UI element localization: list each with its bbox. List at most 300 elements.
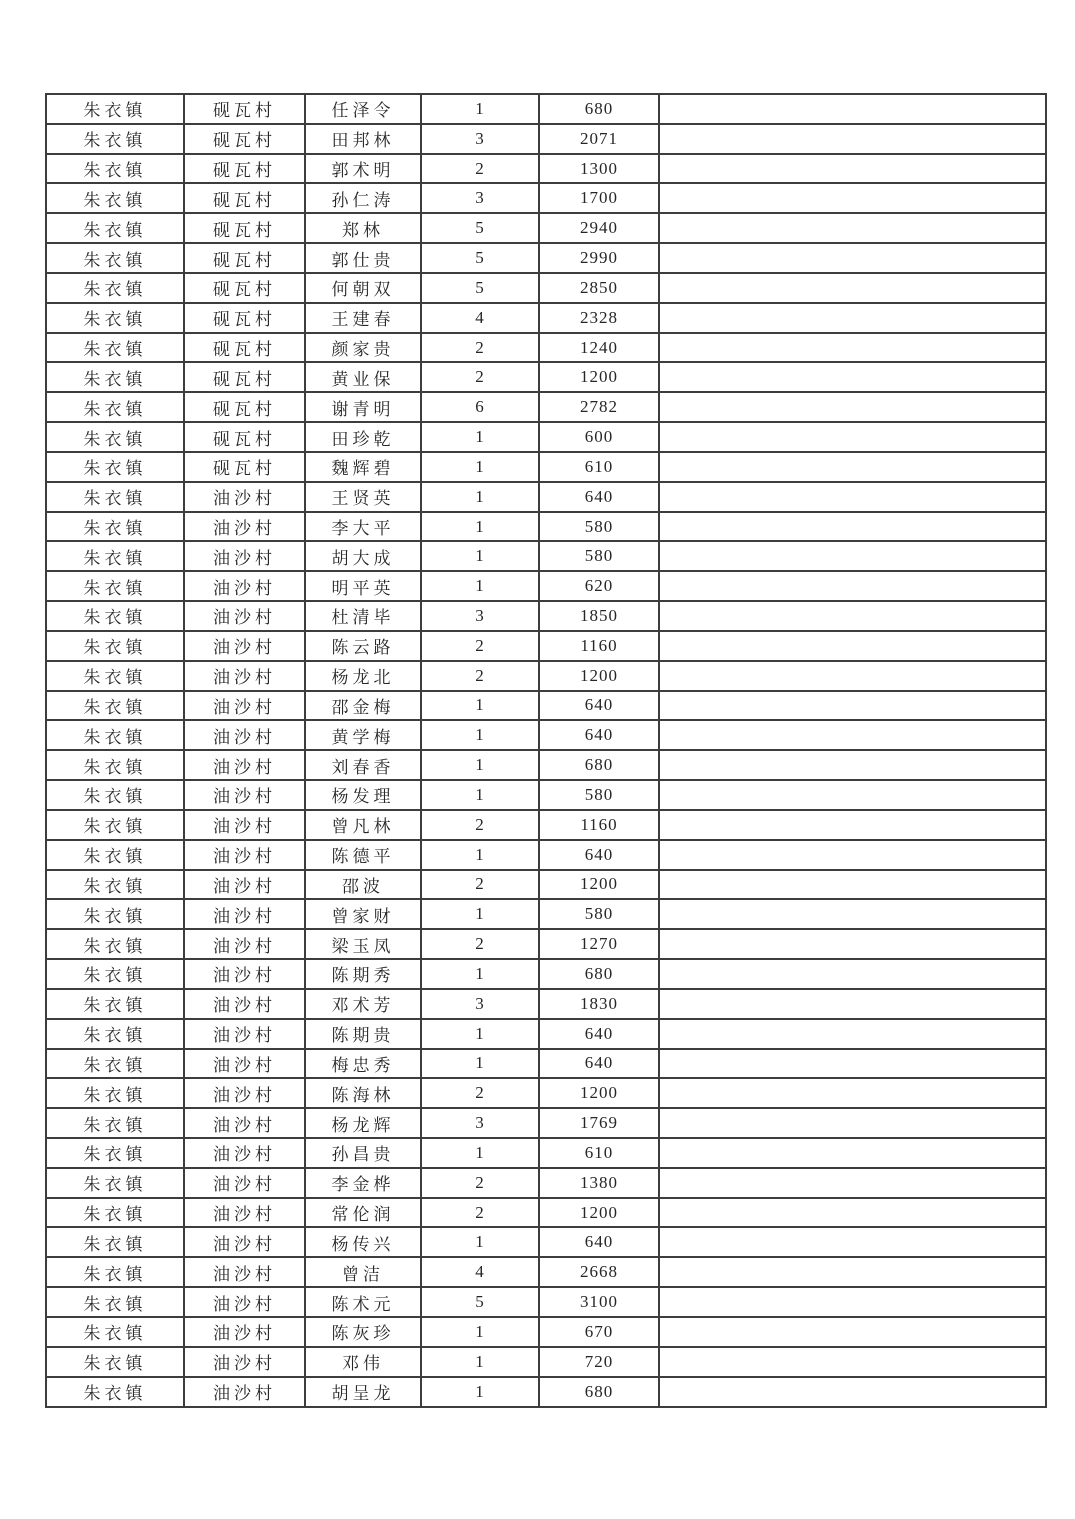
cell-village: 油沙村 (184, 720, 305, 750)
cell-town: 朱衣镇 (46, 243, 184, 273)
cell-village: 油沙村 (184, 1078, 305, 1108)
cell-note (659, 333, 1046, 363)
cell-note (659, 810, 1046, 840)
cell-name: 胡呈龙 (305, 1377, 421, 1407)
cell-count: 1 (421, 541, 539, 571)
cell-name: 曾家财 (305, 899, 421, 929)
cell-amount: 640 (539, 1019, 659, 1049)
cell-note (659, 899, 1046, 929)
cell-note (659, 601, 1046, 631)
cell-amount: 1200 (539, 1198, 659, 1228)
cell-count: 2 (421, 810, 539, 840)
cell-note (659, 1377, 1046, 1407)
cell-village: 油沙村 (184, 1138, 305, 1168)
table-row (46, 1317, 1046, 1347)
cell-town: 朱衣镇 (46, 810, 184, 840)
cell-amount: 1700 (539, 183, 659, 213)
cell-note (659, 422, 1046, 452)
cell-town: 朱衣镇 (46, 1317, 184, 1347)
cell-count: 1 (421, 691, 539, 721)
cell-village: 油沙村 (184, 1019, 305, 1049)
cell-village: 油沙村 (184, 571, 305, 601)
cell-note (659, 750, 1046, 780)
cell-count: 5 (421, 243, 539, 273)
cell-amount: 1380 (539, 1168, 659, 1198)
table-row (46, 840, 1046, 870)
table-row (46, 1287, 1046, 1317)
cell-count: 4 (421, 303, 539, 333)
cell-amount: 1200 (539, 362, 659, 392)
cell-count: 3 (421, 601, 539, 631)
cell-note (659, 273, 1046, 303)
cell-note (659, 362, 1046, 392)
cell-name: 邵金梅 (305, 691, 421, 721)
table-row (46, 1168, 1046, 1198)
cell-note (659, 392, 1046, 422)
cell-amount: 3100 (539, 1287, 659, 1317)
cell-name: 李金桦 (305, 1168, 421, 1198)
cell-amount: 1200 (539, 870, 659, 900)
cell-town: 朱衣镇 (46, 1377, 184, 1407)
cell-name: 李大平 (305, 512, 421, 542)
cell-name: 任泽令 (305, 94, 421, 124)
table-row (46, 750, 1046, 780)
cell-count: 2 (421, 1198, 539, 1228)
cell-town: 朱衣镇 (46, 1138, 184, 1168)
cell-town: 朱衣镇 (46, 213, 184, 243)
cell-count: 1 (421, 94, 539, 124)
cell-town: 朱衣镇 (46, 1287, 184, 1317)
cell-village: 油沙村 (184, 1257, 305, 1287)
cell-count: 1 (421, 959, 539, 989)
cell-village: 油沙村 (184, 1198, 305, 1228)
roster-table (45, 93, 1047, 1408)
table-row (46, 273, 1046, 303)
table-row (46, 720, 1046, 750)
cell-note (659, 452, 1046, 482)
cell-note (659, 661, 1046, 691)
cell-note (659, 512, 1046, 542)
table-row (46, 541, 1046, 571)
table-row (46, 989, 1046, 1019)
cell-count: 2 (421, 929, 539, 959)
cell-count: 3 (421, 989, 539, 1019)
cell-count: 1 (421, 1019, 539, 1049)
cell-amount: 2940 (539, 213, 659, 243)
table-row (46, 183, 1046, 213)
cell-count: 1 (421, 1227, 539, 1257)
cell-village: 油沙村 (184, 1227, 305, 1257)
cell-village: 油沙村 (184, 631, 305, 661)
cell-name: 陈术元 (305, 1287, 421, 1317)
cell-count: 1 (421, 482, 539, 512)
cell-town: 朱衣镇 (46, 601, 184, 631)
cell-count: 1 (421, 1347, 539, 1377)
cell-village: 油沙村 (184, 750, 305, 780)
cell-name: 郑林 (305, 213, 421, 243)
cell-count: 5 (421, 273, 539, 303)
cell-amount: 2668 (539, 1257, 659, 1287)
cell-note (659, 124, 1046, 154)
cell-name: 杨传兴 (305, 1227, 421, 1257)
cell-town: 朱衣镇 (46, 750, 184, 780)
cell-name: 胡大成 (305, 541, 421, 571)
cell-name: 王建春 (305, 303, 421, 333)
cell-village: 油沙村 (184, 840, 305, 870)
cell-note (659, 1198, 1046, 1228)
cell-note (659, 1138, 1046, 1168)
table-row (46, 959, 1046, 989)
cell-town: 朱衣镇 (46, 571, 184, 601)
cell-note (659, 183, 1046, 213)
cell-name: 陈海林 (305, 1078, 421, 1108)
table-row (46, 870, 1046, 900)
table-row (46, 810, 1046, 840)
table-row (46, 571, 1046, 601)
cell-count: 2 (421, 1078, 539, 1108)
cell-note (659, 631, 1046, 661)
cell-name: 陈期秀 (305, 959, 421, 989)
table-row (46, 1347, 1046, 1377)
cell-village: 油沙村 (184, 899, 305, 929)
cell-town: 朱衣镇 (46, 94, 184, 124)
cell-village: 油沙村 (184, 989, 305, 1019)
cell-village: 砚瓦村 (184, 273, 305, 303)
table-row (46, 213, 1046, 243)
cell-amount: 640 (539, 720, 659, 750)
cell-village: 砚瓦村 (184, 333, 305, 363)
table-row (46, 452, 1046, 482)
cell-name: 陈云路 (305, 631, 421, 661)
cell-note (659, 1108, 1046, 1138)
cell-town: 朱衣镇 (46, 1347, 184, 1377)
cell-amount: 640 (539, 1227, 659, 1257)
cell-note (659, 1168, 1046, 1198)
cell-village: 油沙村 (184, 1287, 305, 1317)
cell-village: 砚瓦村 (184, 154, 305, 184)
cell-village: 油沙村 (184, 1049, 305, 1079)
cell-count: 1 (421, 1049, 539, 1079)
cell-village: 油沙村 (184, 512, 305, 542)
cell-name: 曾凡林 (305, 810, 421, 840)
cell-town: 朱衣镇 (46, 183, 184, 213)
cell-amount: 620 (539, 571, 659, 601)
cell-name: 杨发理 (305, 780, 421, 810)
cell-count: 1 (421, 780, 539, 810)
cell-note (659, 870, 1046, 900)
table-row (46, 94, 1046, 124)
cell-count: 2 (421, 870, 539, 900)
cell-amount: 1160 (539, 810, 659, 840)
cell-note (659, 303, 1046, 333)
cell-amount: 680 (539, 1377, 659, 1407)
cell-count: 2 (421, 333, 539, 363)
cell-name: 魏辉碧 (305, 452, 421, 482)
cell-count: 3 (421, 1108, 539, 1138)
cell-name: 王贤英 (305, 482, 421, 512)
cell-village: 油沙村 (184, 482, 305, 512)
cell-note (659, 541, 1046, 571)
cell-count: 1 (421, 899, 539, 929)
cell-name: 陈期贵 (305, 1019, 421, 1049)
cell-town: 朱衣镇 (46, 273, 184, 303)
cell-amount: 2328 (539, 303, 659, 333)
cell-town: 朱衣镇 (46, 1049, 184, 1079)
table-row (46, 1257, 1046, 1287)
cell-amount: 580 (539, 541, 659, 571)
cell-amount: 2782 (539, 392, 659, 422)
cell-name: 郭仕贵 (305, 243, 421, 273)
cell-count: 1 (421, 452, 539, 482)
cell-town: 朱衣镇 (46, 929, 184, 959)
cell-village: 砚瓦村 (184, 392, 305, 422)
cell-town: 朱衣镇 (46, 691, 184, 721)
cell-amount: 1270 (539, 929, 659, 959)
cell-amount: 1200 (539, 1078, 659, 1108)
cell-town: 朱衣镇 (46, 631, 184, 661)
cell-amount: 580 (539, 899, 659, 929)
cell-village: 砚瓦村 (184, 303, 305, 333)
cell-village: 砚瓦村 (184, 213, 305, 243)
table-row (46, 1049, 1046, 1079)
cell-village: 砚瓦村 (184, 183, 305, 213)
table-row (46, 1138, 1046, 1168)
cell-village: 砚瓦村 (184, 124, 305, 154)
cell-amount: 2850 (539, 273, 659, 303)
cell-count: 1 (421, 1317, 539, 1347)
cell-name: 陈德平 (305, 840, 421, 870)
cell-village: 砚瓦村 (184, 243, 305, 273)
cell-amount: 1200 (539, 661, 659, 691)
cell-amount: 1850 (539, 601, 659, 631)
cell-count: 6 (421, 392, 539, 422)
cell-note (659, 959, 1046, 989)
table-row (46, 929, 1046, 959)
cell-town: 朱衣镇 (46, 512, 184, 542)
cell-count: 1 (421, 750, 539, 780)
cell-count: 5 (421, 1287, 539, 1317)
cell-village: 砚瓦村 (184, 94, 305, 124)
cell-count: 3 (421, 183, 539, 213)
cell-town: 朱衣镇 (46, 870, 184, 900)
cell-town: 朱衣镇 (46, 1168, 184, 1198)
cell-note (659, 482, 1046, 512)
cell-town: 朱衣镇 (46, 720, 184, 750)
cell-count: 1 (421, 1138, 539, 1168)
cell-name: 孙昌贵 (305, 1138, 421, 1168)
cell-name: 明平英 (305, 571, 421, 601)
cell-village: 油沙村 (184, 1347, 305, 1377)
cell-village: 油沙村 (184, 661, 305, 691)
cell-village: 油沙村 (184, 601, 305, 631)
cell-town: 朱衣镇 (46, 989, 184, 1019)
cell-note (659, 720, 1046, 750)
cell-village: 油沙村 (184, 870, 305, 900)
cell-amount: 640 (539, 691, 659, 721)
cell-count: 1 (421, 571, 539, 601)
table-row (46, 1078, 1046, 1108)
cell-count: 2 (421, 154, 539, 184)
table-row (46, 1198, 1046, 1228)
cell-note (659, 213, 1046, 243)
cell-note (659, 989, 1046, 1019)
cell-amount: 680 (539, 959, 659, 989)
cell-amount: 680 (539, 750, 659, 780)
cell-amount: 640 (539, 840, 659, 870)
cell-town: 朱衣镇 (46, 1198, 184, 1228)
cell-note (659, 1317, 1046, 1347)
cell-town: 朱衣镇 (46, 362, 184, 392)
cell-count: 2 (421, 1168, 539, 1198)
cell-name: 谢青明 (305, 392, 421, 422)
cell-count: 5 (421, 213, 539, 243)
cell-name: 黄学梅 (305, 720, 421, 750)
cell-name: 杨龙北 (305, 661, 421, 691)
cell-amount: 670 (539, 1317, 659, 1347)
cell-amount: 610 (539, 1138, 659, 1168)
cell-village: 油沙村 (184, 1108, 305, 1138)
cell-village: 油沙村 (184, 1168, 305, 1198)
cell-amount: 1769 (539, 1108, 659, 1138)
cell-village: 油沙村 (184, 1377, 305, 1407)
cell-name: 何朝双 (305, 273, 421, 303)
cell-amount: 680 (539, 94, 659, 124)
cell-name: 孙仁涛 (305, 183, 421, 213)
cell-count: 2 (421, 631, 539, 661)
cell-amount: 1240 (539, 333, 659, 363)
cell-name: 邓伟 (305, 1347, 421, 1377)
cell-town: 朱衣镇 (46, 840, 184, 870)
cell-note (659, 243, 1046, 273)
cell-village: 油沙村 (184, 1317, 305, 1347)
cell-amount: 1830 (539, 989, 659, 1019)
cell-note (659, 154, 1046, 184)
cell-note (659, 691, 1046, 721)
cell-amount: 2071 (539, 124, 659, 154)
cell-town: 朱衣镇 (46, 1078, 184, 1108)
cell-name: 邓术芳 (305, 989, 421, 1019)
table-row (46, 1377, 1046, 1407)
cell-amount: 580 (539, 512, 659, 542)
cell-count: 1 (421, 720, 539, 750)
cell-note (659, 94, 1046, 124)
table-row (46, 482, 1046, 512)
cell-note (659, 1227, 1046, 1257)
cell-village: 油沙村 (184, 691, 305, 721)
cell-town: 朱衣镇 (46, 1108, 184, 1138)
cell-town: 朱衣镇 (46, 1257, 184, 1287)
cell-village: 油沙村 (184, 541, 305, 571)
cell-count: 2 (421, 362, 539, 392)
cell-town: 朱衣镇 (46, 1019, 184, 1049)
cell-town: 朱衣镇 (46, 661, 184, 691)
cell-amount: 600 (539, 422, 659, 452)
cell-town: 朱衣镇 (46, 541, 184, 571)
table-row (46, 154, 1046, 184)
cell-town: 朱衣镇 (46, 422, 184, 452)
cell-amount: 2990 (539, 243, 659, 273)
cell-name: 黄业保 (305, 362, 421, 392)
cell-count: 1 (421, 512, 539, 542)
cell-note (659, 840, 1046, 870)
cell-amount: 580 (539, 780, 659, 810)
cell-town: 朱衣镇 (46, 959, 184, 989)
cell-name: 曾洁 (305, 1257, 421, 1287)
cell-village: 砚瓦村 (184, 452, 305, 482)
cell-name: 郭术明 (305, 154, 421, 184)
cell-note (659, 1049, 1046, 1079)
table-row (46, 661, 1046, 691)
table-row (46, 1019, 1046, 1049)
cell-name: 刘春香 (305, 750, 421, 780)
table-row (46, 512, 1046, 542)
cell-village: 油沙村 (184, 780, 305, 810)
table-row (46, 422, 1046, 452)
cell-note (659, 929, 1046, 959)
table-row (46, 780, 1046, 810)
cell-note (659, 1347, 1046, 1377)
cell-town: 朱衣镇 (46, 154, 184, 184)
cell-count: 1 (421, 422, 539, 452)
cell-note (659, 1287, 1046, 1317)
cell-amount: 640 (539, 482, 659, 512)
table-row (46, 124, 1046, 154)
cell-name: 田珍乾 (305, 422, 421, 452)
cell-town: 朱衣镇 (46, 1227, 184, 1257)
cell-name: 杨龙辉 (305, 1108, 421, 1138)
table-row (46, 691, 1046, 721)
cell-note (659, 571, 1046, 601)
cell-count: 3 (421, 124, 539, 154)
cell-note (659, 1078, 1046, 1108)
cell-village: 砚瓦村 (184, 362, 305, 392)
cell-note (659, 1019, 1046, 1049)
cell-name: 陈灰珍 (305, 1317, 421, 1347)
cell-town: 朱衣镇 (46, 333, 184, 363)
cell-note (659, 780, 1046, 810)
cell-name: 梅忠秀 (305, 1049, 421, 1079)
cell-town: 朱衣镇 (46, 780, 184, 810)
cell-town: 朱衣镇 (46, 392, 184, 422)
cell-name: 常伦润 (305, 1198, 421, 1228)
table-row (46, 333, 1046, 363)
table-row (46, 601, 1046, 631)
cell-amount: 610 (539, 452, 659, 482)
cell-name: 杜清毕 (305, 601, 421, 631)
table-row (46, 1108, 1046, 1138)
table-row (46, 303, 1046, 333)
cell-village: 油沙村 (184, 810, 305, 840)
cell-amount: 640 (539, 1049, 659, 1079)
table-body (46, 94, 1046, 1407)
cell-name: 梁玉凤 (305, 929, 421, 959)
cell-town: 朱衣镇 (46, 899, 184, 929)
cell-note (659, 1257, 1046, 1287)
cell-village: 油沙村 (184, 959, 305, 989)
cell-count: 1 (421, 1377, 539, 1407)
cell-count: 4 (421, 1257, 539, 1287)
table-row (46, 392, 1046, 422)
cell-amount: 720 (539, 1347, 659, 1377)
cell-amount: 1300 (539, 154, 659, 184)
cell-town: 朱衣镇 (46, 482, 184, 512)
cell-name: 颜家贵 (305, 333, 421, 363)
cell-village: 油沙村 (184, 929, 305, 959)
table-row (46, 899, 1046, 929)
cell-village: 砚瓦村 (184, 422, 305, 452)
cell-name: 田邦林 (305, 124, 421, 154)
table-row (46, 631, 1046, 661)
